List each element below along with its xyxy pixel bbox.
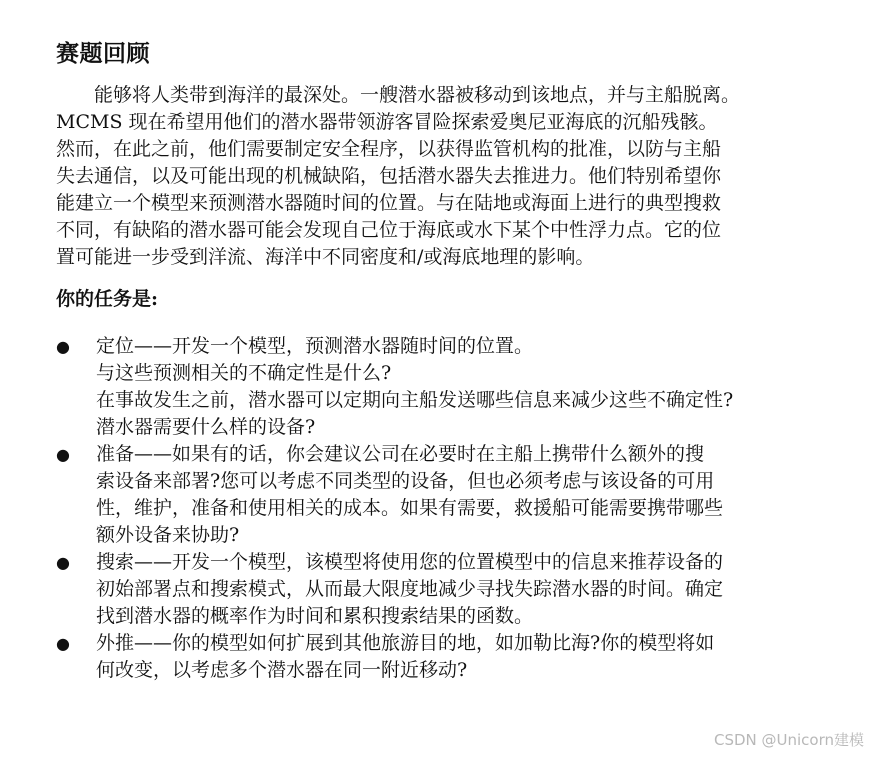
intro-line: 能够将人类带到海洋的最深处。一艘潜水器被移动到该地点，并与主船脱离。	[94, 84, 741, 106]
task-item-search	[56, 549, 816, 630]
task-line: 在事故发生之前，潜水器可以定期向主船发送哪些信息来减少这些不确定性?	[96, 389, 734, 411]
task-line: 性，维护，准备和使用相关的成本。如果有需要，救援船可能需要携带哪些	[96, 497, 724, 519]
task-line: 搜索——开发一个模型，该模型将使用您的位置模型中的信息来推荐设备的	[96, 551, 724, 573]
task-line: 索设备来部署?您可以考虑不同类型的设备，但也必须考虑与该设备的可用	[96, 470, 715, 492]
intro-line: 不同，有缺陷的潜水器可能会发现自己位于海底或水下某个中性浮力点。它的位	[56, 219, 722, 241]
section-title: 赛题回顾	[56, 40, 150, 67]
bullet-icon: ●	[56, 445, 70, 464]
task-line: 潜水器需要什么样的设备?	[96, 416, 316, 438]
bullet-icon: ●	[56, 634, 70, 653]
task-line: 找到潜水器的概率作为时间和累积搜索结果的函数。	[96, 605, 534, 627]
watermark-text: CSDN @Unicorn建模	[713, 731, 864, 749]
task-heading: 你的任务是:	[56, 288, 159, 310]
document-page	[56, 38, 816, 684]
task-line: 外推——你的模型如何扩展到其他旅游目的地，如加勒比海?你的模型将如	[96, 632, 715, 654]
bullet-icon: ●	[56, 337, 70, 356]
task-item-locate	[56, 333, 816, 441]
task-item-prepare	[56, 441, 816, 549]
intro-line: MCMS 现在希望用他们的潜水器带领游客冒险探索爱奥尼亚海底的沉船残骸。	[56, 111, 718, 133]
task-line: 何改变，以考虑多个潜水器在同一附近移动?	[96, 659, 468, 681]
task-list	[56, 333, 816, 684]
task-line: 额外设备来协助?	[96, 524, 240, 546]
intro-line: 失去通信，以及可能出现的机械缺陷，包括潜水器失去推进力。他们特别希望你	[56, 165, 722, 187]
bullet-icon: ●	[56, 553, 70, 572]
task-item-extrapolate	[56, 630, 816, 684]
task-line: 初始部署点和搜索模式，从而最大限度地减少寻找失踪潜水器的时间。确定	[96, 578, 724, 600]
intro-paragraph	[56, 82, 816, 271]
task-line: 定位——开发一个模型，预测潜水器随时间的位置。	[96, 335, 534, 357]
intro-line: 然而，在此之前，他们需要制定安全程序，以获得监管机构的批准，以防与主船	[56, 138, 722, 160]
intro-line: 置可能进一步受到洋流、海洋中不同密度和/或海底地理的影响。	[56, 246, 595, 268]
task-line: 准备——如果有的话，你会建议公司在必要时在主船上携带什么额外的搜	[96, 443, 705, 465]
task-line: 与这些预测相关的不确定性是什么?	[96, 362, 392, 384]
intro-line: 能建立一个模型来预测潜水器随时间的位置。与在陆地或海面上进行的典型搜救	[56, 192, 722, 214]
